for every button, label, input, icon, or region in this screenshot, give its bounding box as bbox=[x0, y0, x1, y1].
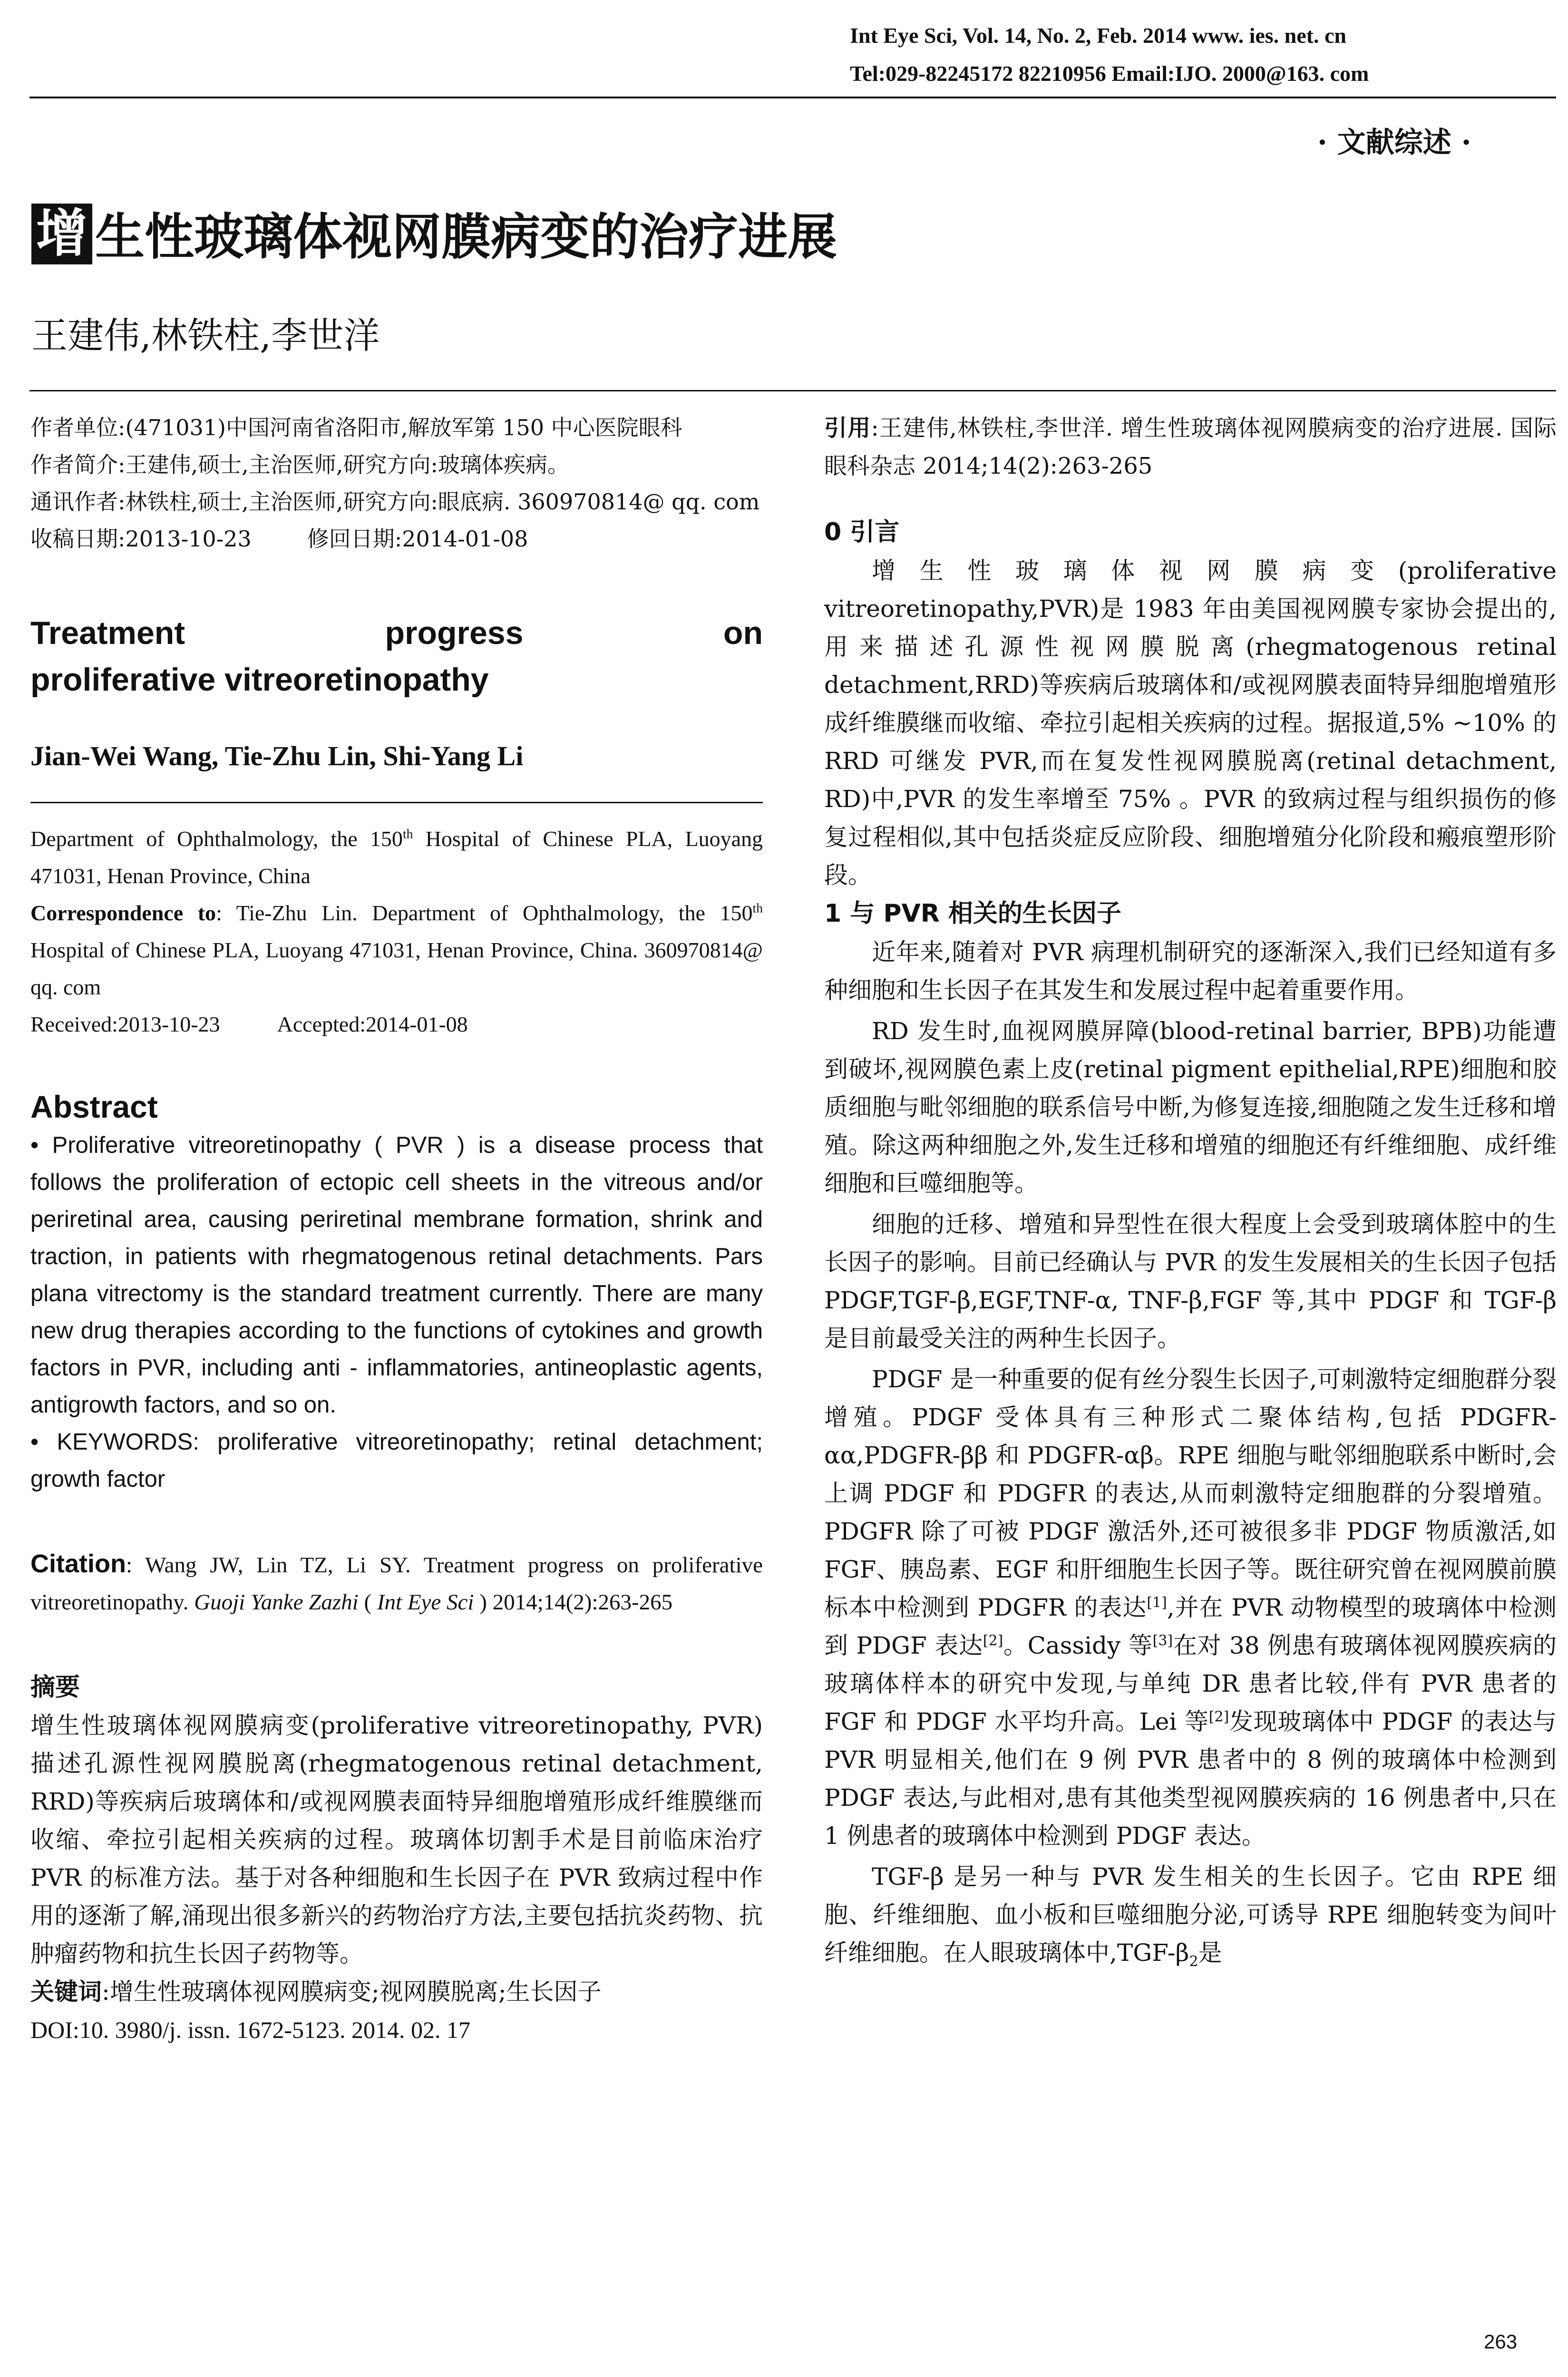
dates-cn: 收稿日期:2013-10-23 修回日期:2014-01-08 bbox=[30, 526, 528, 552]
journal-info-line: Int Eye Sci, Vol. 14, No. 2, Feb. 2014 www. ies. net. cn bbox=[850, 23, 1346, 48]
correspondence-en bbox=[30, 895, 763, 1006]
header-rule bbox=[29, 97, 1556, 98]
paragraph-text: TGF-β 是另一种与 PVR 发生相关的生长因子。它由 RPE 细胞、纤维细胞、血小板和巨噬细胞分泌,可诱导 RPE 细胞转变为间叶纤维细胞。在人眼玻璃体中,TGF-β bbox=[824, 1863, 1557, 1967]
paragraph-text: PDGF 是一种重要的促有丝分裂生长因子,可刺激特定细胞群分裂增殖。PDGF 受体具有三种形式二聚体结构,包括 PDGFR-αα,PDGFR-ββ 和 PDGFR-αβ。RPE 细胞与毗邻细胞联系中断时,会上调 PDGF 和 PDGFR 的表达,从而刺激特定细胞群的分裂增殖。PDGFR 除了可被 PDGF 激活外,还可被很多非 PDGF 物质激活,如 FGF、胰岛素、EGF 和肝细胞生长因子等。既往研究曾在视网膜前膜标本中检测到 PDGFR 的表达 bbox=[824, 1365, 1557, 1621]
doi: DOI:10. 3980/j. issn. 1672-5123. 2014. 02. 17 bbox=[30, 2017, 470, 2043]
reference-mark: [2] bbox=[1208, 1708, 1229, 1725]
subscript: 2 bbox=[1189, 1953, 1198, 1970]
citation-journal: Guoji Yanke Zazhi bbox=[194, 1590, 359, 1615]
section-0-paragraph: 增生性玻璃体视网膜病变(proliferative vitreoretinopathy,PVR)是 1983 年由美国视网膜专家协会提出的,用来描述孔源性视网膜脱离(rhegmatogenous retinal detachment,RRD)等疾病后玻璃体和/或视网膜表面特异细胞增殖形成纤维膜继而收缩、牵拉引起相关疾病的过程。据报道,5% ~10% 的 RRD 可继发 PVR,而在复发性视网膜脱离(retinal detachment, RD)中,PVR 的发生率增至 75% 。PVR 的致病过程与组织损伤的修复过程相似,其中包括炎症反应阶段、细胞增殖分化阶段和瘢痕塑形阶段。 bbox=[824, 557, 1557, 889]
right-column bbox=[824, 409, 1557, 1981]
author-profile-cn: 作者简介:王建伟,硕士,主治医师,研究方向:玻璃体疾病。 bbox=[30, 452, 569, 477]
english-authors: Jian-Wei Wang, Tie-Zhu Lin, Shi-Yang Li bbox=[30, 740, 524, 771]
keywords-en: • KEYWORDS: proliferative vitreoretinopathy; retinal detachment; growth factor bbox=[30, 1429, 763, 1492]
authors-rule bbox=[30, 802, 763, 803]
abstract-heading: Abstract bbox=[30, 1089, 158, 1124]
cite-cn bbox=[824, 409, 1557, 485]
article-title-text: 生性玻璃体视网膜病变的治疗进展 bbox=[95, 208, 838, 266]
correspondence-text: : Tie-Zhu Lin. Department of Ophthalmology, the 150 bbox=[216, 901, 753, 925]
department-en bbox=[30, 820, 763, 895]
paragraph-text: 发现玻璃体中 PDGF 的表达与 PVR 明显相关,他们在 9 例 PVR 患者中的 8 例的玻璃体中检测到 PDGF 表达,与此相对,患有其他类型视网膜疾病的 16 例患者中,只在 1 例患者的玻璃体中检测到 PDGF 表达。 bbox=[824, 1708, 1557, 1850]
citation-label: Citation bbox=[30, 1549, 126, 1578]
keywords-cn-text: :增生性玻璃体视网膜病变;视网膜脱离;生长因子 bbox=[102, 1978, 602, 2006]
correspondence-label: Correspondence to bbox=[30, 901, 216, 925]
keywords-cn-label: 关键词 bbox=[30, 1978, 102, 2006]
paragraph-text: ,并在 PVR 动物模型的玻璃体中检测到 PDGF 表达 bbox=[824, 1594, 1557, 1659]
dates-en bbox=[30, 1006, 763, 1043]
section-label: · 文献综述 · bbox=[1317, 126, 1471, 159]
article-title bbox=[31, 204, 837, 270]
section-0-heading: 0 引言 bbox=[824, 518, 900, 546]
left-column bbox=[30, 409, 763, 2049]
citation-text: : Wang JW, Lin TZ, Li SY. Treatment progress on proliferative vitreoretinopathy. bbox=[30, 1553, 763, 1615]
zhaiyao-heading: 摘要 bbox=[30, 1673, 80, 1702]
accepted-date: Accepted:2014-01-08 bbox=[277, 1012, 468, 1036]
reference-mark: [1] bbox=[1147, 1594, 1167, 1611]
keywords-cn bbox=[30, 1973, 763, 2011]
english-title-word: Treatment bbox=[30, 615, 185, 651]
correspondence-cn: 通讯作者:林铁柱,硕士,主治医师,研究方向:眼底病. 360970814@ qq. com bbox=[30, 489, 760, 515]
correspondence-text: Hospital of Chinese PLA, Luoyang 471031, Henan Province, China. 360970814@ qq. com bbox=[30, 938, 763, 999]
citation-text: ( bbox=[358, 1590, 377, 1615]
title-initial-icon: 增 bbox=[31, 204, 92, 264]
citation-text: ) 2014;14(2):263-265 bbox=[474, 1590, 673, 1615]
department-text: Hospital of Chinese PLA, Luoyang 471031, Henan Province, China bbox=[30, 827, 763, 888]
section-1-heading: 1 与 PVR 相关的生长因子 bbox=[824, 899, 1121, 928]
superscript: th bbox=[402, 826, 413, 841]
citation-journal-en: Int Eye Sci bbox=[377, 1590, 474, 1615]
english-title bbox=[30, 610, 763, 703]
contact-info-line: Tel:029-82245172 82210956 Email:IJO. 2000@163. com bbox=[850, 61, 1369, 86]
affiliation-cn: 作者单位:(471031)中国河南省洛阳市,解放军第 150 中心医院眼科 bbox=[30, 415, 682, 440]
paragraph-text: 在对 38 例患有玻璃体视网膜疾病的玻璃体样本的研究中发现,与单纯 DR 患者比较,伴有 PVR 患者的 FGF 和 PDGF 水平均升高。Lei 等 bbox=[824, 1632, 1557, 1735]
department-text: Department of Ophthalmology, the 150 bbox=[30, 827, 403, 851]
section-1-paragraph: 细胞的迁移、增殖和异型性在很大程度上会受到玻璃体腔中的生长因子的影响。目前已经确认与 PVR 的发生发展相关的生长因子包括 PDGF,TGF-β,EGF,TNF-α, TNF-β,FGF 等,其中 PDGF 和 TGF-β 是目前最受关注的两种生长因子。 bbox=[824, 1210, 1557, 1352]
section-1-paragraph: RD 发生时,血视网膜屏障(blood-retinal barrier, BPB)功能遭到破坏,视网膜色素上皮(retinal pigment epithelial,RPE)细胞和胶质细胞与毗邻细胞的联系信号中断,为修复连接,细胞随之发生迁移和增殖。除这两种细胞之外,发生迁移和增殖的细胞还有纤维细胞、成纤维细胞和巨噬细胞等。 bbox=[824, 1017, 1557, 1197]
cite-cn-text: :王建伟,林铁柱,李世洋. 增生性玻璃体视网膜病变的治疗进展. 国际眼科杂志 2014;14(2):263-265 bbox=[824, 415, 1557, 479]
page-number: 263 bbox=[1484, 2330, 1518, 2353]
english-title-word: on bbox=[723, 615, 763, 651]
abstract-text: • Proliferative vitreoretinopathy ( PVR ) is a disease process that follows the proliferation of ectopic cell sheets in the vitreous and/or periretinal area, causing periretinal membrane formation, shrink and traction, in patients with rhegmatogenous retinal detachments. Pars plana vitrectomy is the standard treatment currently. There are many new drug therapies according to the functions of cytokines and growth factors in PVR, including anti - inflammatories, antineoplastic agents, antigrowth factors, and so on. bbox=[30, 1132, 763, 1418]
section-1-paragraph bbox=[824, 1360, 1557, 1855]
citation-en bbox=[30, 1545, 763, 1621]
authors-cn: 王建伟,林铁柱,李世洋 bbox=[31, 314, 380, 357]
reference-mark: [2] bbox=[983, 1632, 1003, 1649]
zhaiyao-text: 增生性玻璃体视网膜病变(proliferative vitreoretinopathy, PVR)描述孔源性视网膜脱离(rhegmatogenous retinal detachment, RRD)等疾病后玻璃体和/或视网膜表面特异细胞增殖形成纤维膜继而收缩、牵拉引起相关疾病的过程。玻璃体切割手术是目前临床治疗 PVR 的标准方法。基于对各种细胞和生长因子在 PVR 致病过程中作用的逐渐了解,涌现出很多新兴的药物治疗方法,主要包括抗炎药物、抗肿瘤药物和抗生长因子药物等。 bbox=[30, 1712, 763, 1968]
paragraph-text: 。Cassidy 等 bbox=[1003, 1632, 1153, 1659]
section-1-paragraph bbox=[824, 1858, 1557, 1981]
superscript: th bbox=[752, 900, 763, 916]
section-1-paragraph: 近年来,随着对 PVR 病理机制研究的逐渐深入,我们已经知道有多种细胞和生长因子在其发生和发展过程中起着重要作用。 bbox=[824, 938, 1557, 1004]
cite-cn-label: 引用 bbox=[824, 415, 871, 441]
received-date: Received:2013-10-23 bbox=[30, 1012, 220, 1036]
paragraph-text: 是 bbox=[1198, 1939, 1222, 1967]
title-rule bbox=[29, 390, 1556, 391]
english-title-word: progress bbox=[385, 615, 524, 651]
reference-mark: [3] bbox=[1152, 1632, 1173, 1649]
english-title-line: proliferative vitreoretinopathy bbox=[30, 662, 489, 698]
